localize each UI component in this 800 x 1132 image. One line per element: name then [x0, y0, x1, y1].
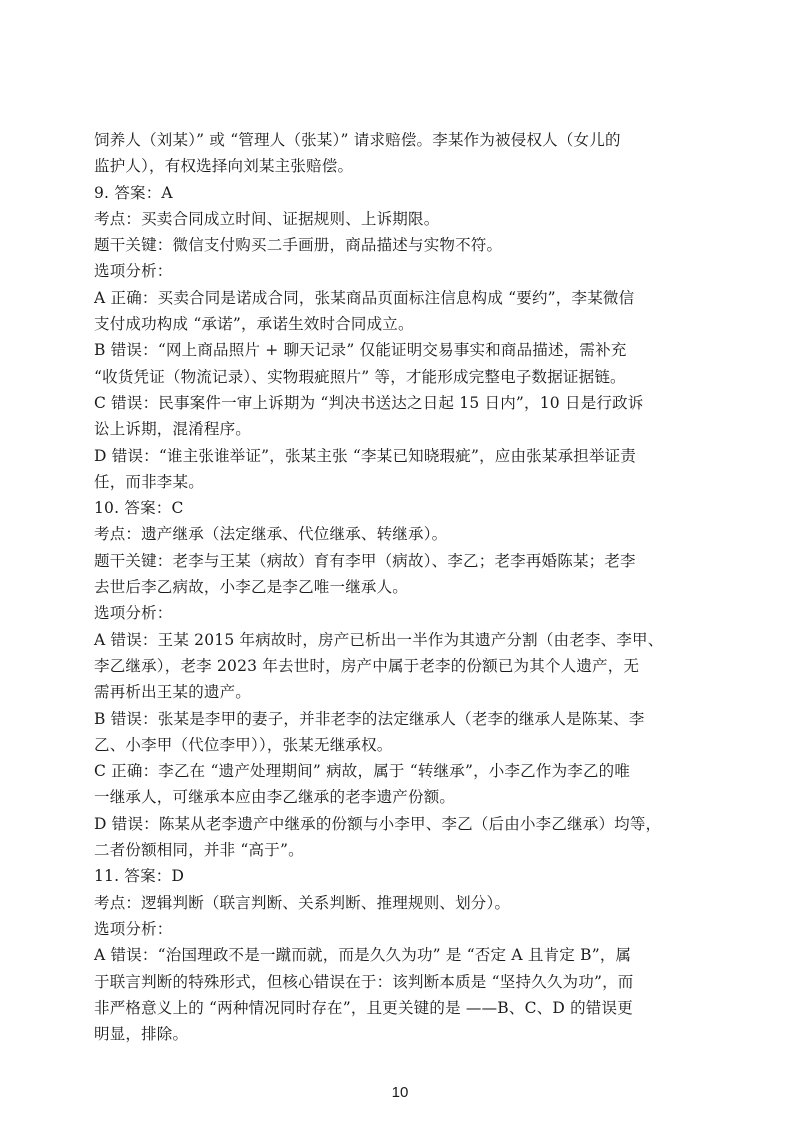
text-line: B 错误：张某是李甲的妻子，并非老李的法定继承人（老李的继承人是陈某、李: [94, 709, 645, 728]
text-line: A 正确：买卖合同是诺成合同，张某商品页面标注信息构成 “要约”，李某微信: [94, 288, 635, 307]
text-line: 李乙继承），老李 2023 年去世时，房产中属于老李的份额已为其个人遗产，无: [94, 656, 640, 675]
text-line: 选项分析：: [94, 262, 173, 281]
text-line: 支付成功构成 “承诺”，承诺生效时合同成立。: [94, 315, 414, 334]
text-line: A 错误：王某 2015 年病故时，房产已析出一半作为其遗产分割（由老李、李甲、: [94, 630, 664, 649]
text-line: 考点：买卖合同成立时间、证据规则、上诉期限。: [94, 209, 440, 228]
document-body: [94, 127, 712, 1047]
text-line: 一继承人，可继承本应由李乙继承的老李遗产份额。: [94, 788, 456, 807]
text-line: 明显，排除。: [94, 1025, 189, 1044]
text-line: 题干关键：老李与王某（病故）育有李甲（病故）、李乙；老李再婚陈某；老李: [94, 551, 636, 570]
text-line: 任，而非李某。: [94, 472, 204, 491]
text-line: 去世后李乙病故，小李乙是李乙唯一继承人。: [94, 578, 409, 597]
text-line: 二者份额相同，并非 “高于”。: [94, 841, 304, 860]
text-line: 考点：遗产继承（法定继承、代位继承、转继承）。: [94, 525, 448, 544]
text-line: B 错误：“网上商品照片 + 聊天记录” 仅能证明交易事实和商品描述，需补充: [94, 341, 627, 360]
text-line: “收货凭证（物流记录）、实物瑕疵照片” 等，才能形成完整电子数据证据链。: [94, 367, 626, 386]
text-line: 题干关键：微信支付购买二手画册，商品描述与实物不符。: [94, 236, 503, 255]
text-line: 选项分析：: [94, 919, 173, 938]
text-line: 乙、小李甲（代位李甲）），张某无继承权。: [94, 735, 393, 754]
text-line: C 正确：李乙在 “遗产处理期间” 病故，属于 “转继承”，小李乙作为李乙的唯: [94, 762, 631, 781]
text-line: 监护人），有权选择向刘某主张赔偿。: [94, 157, 354, 176]
text-line: 9. 答案：A: [94, 183, 173, 202]
text-line: D 错误：“谁主张谁举证”，张某主张 “李某已知晓瑕疵”，应由张某承担举证责: [94, 446, 637, 465]
text-line: 于联言判断的特殊形式，但核心错误在于：该判断本质是 “坚持久久为功”，而: [94, 972, 634, 991]
text-line: 考点：逻辑判断（联言判断、关系判断、推理规则、划分）。: [94, 893, 511, 912]
text-line: 10. 答案：C: [94, 499, 184, 518]
text-line: D 错误：陈某从老李遗产中继承的份额与小李甲、李乙（后由小李乙继承）均等，: [94, 814, 662, 833]
text-line: 饲养人（刘某）” 或 “管理人（张某）” 请求赔偿。李某作为被侵权人（女儿的: [94, 131, 621, 149]
text-line: 11. 答案：D: [94, 867, 185, 886]
text-line: C 错误：民事案件一审上诉期为 “判决书送达之日起 15 日内”，10 日是行政诉: [94, 393, 644, 412]
text-line: 讼上诉期，混淆程序。: [94, 420, 252, 439]
page-number: 10: [391, 1084, 409, 1101]
text-line: 需再析出王某的遗产。: [94, 683, 252, 702]
text-line: A 错误：“治国理政不是一蹴而就，而是久久为功” 是 “否定 A 且肯定 B”，属: [94, 946, 632, 965]
text-line: 选项分析：: [94, 604, 173, 623]
text-line: 非严格意义上的 “两种情况同时存在”，且更关键的是 ——B、C、D 的错误更: [94, 998, 633, 1017]
